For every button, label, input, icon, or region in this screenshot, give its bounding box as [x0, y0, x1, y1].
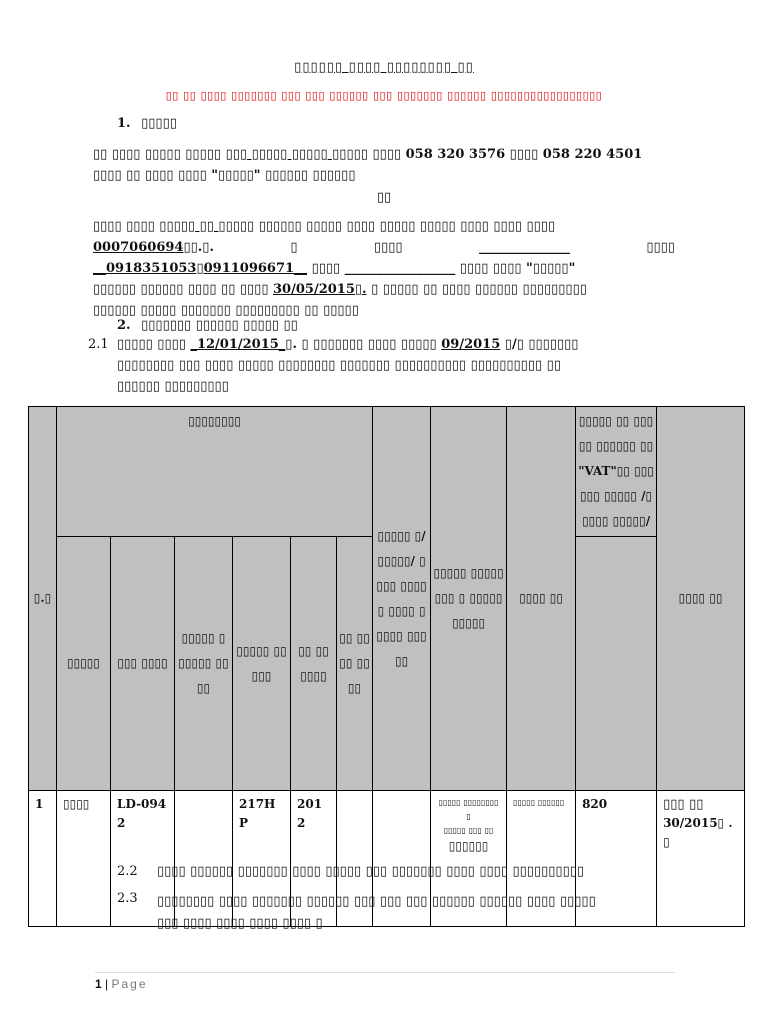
page-number: 1 [95, 977, 102, 991]
header-vehicle-group: ▯▯▯▯▯▯▯▯ [57, 407, 373, 537]
header-chassis: ▯▯▯▯▯ ▯ ▯▯▯▯▯ ▯▯▯▯ [175, 537, 233, 791]
footer-divider [95, 972, 675, 973]
party-2-blank-1: ______________ [478, 240, 570, 255]
header-type: ▯▯▯▯▯ [57, 537, 111, 791]
party-2-text-k: ▯▯▯▯▯▯ ▯▯▯▯▯ ▯▯▯▯▯▯▯ ▯▯▯▯▯▯▯▯▯ ▯▯ ▯▯▯▯▯ [93, 303, 359, 318]
party-2-text-h: ▯▯▯▯ ▯▯▯▯ "▯▯▯▯▯" [455, 261, 576, 276]
vehicle-table [28, 406, 745, 927]
cell-engine: 217HP [233, 791, 291, 927]
party-1-text-a: ▯▯ ▯▯▯▯ ▯▯▯▯▯ ▯▯▯▯▯ [93, 147, 226, 162]
header-seats: ▯▯ ▯▯ ▯▯ ▯▯ ▯▯ [337, 537, 373, 791]
item-2-1-text-c: ▯/▯ ▯▯▯▯▯▯▯ [500, 337, 579, 352]
party-2-text-j: ▯ ▯▯▯▯▯ ▯▯ ▯▯▯▯ ▯▯▯▯▯▯ ▯▯▯▯▯▯▯▯▯ [366, 282, 587, 297]
header-no: ▯.▯ [29, 407, 57, 791]
item-2-1-text-d: ▯▯▯▯▯▯▯▯ ▯▯▯ ▯▯▯▯ ▯▯▯▯▯ ▯▯▯▯▯▯▯▯ ▯▯▯▯▯▯▯ ▯▯▯▯▯▯▯▯▯▯ ▯▯▯▯▯▯▯▯▯▯ ▯▯ [117, 358, 561, 373]
party-1-phones: ▯▯▯▯ 058 320 3576 ▯▯▯▯ 058 220 4501 [367, 147, 643, 162]
party-1-name: ▯▯▯ ▯▯▯▯▯ ▯▯▯▯▯ ▯▯▯▯▯ [225, 147, 368, 162]
party-1-text-line2: ▯▯▯▯ ▯▯ ▯▯▯▯ ▯▯▯▯ "▯▯▯▯▯" ▯▯▯▯▯▯ ▯▯▯▯▯▯ [93, 168, 356, 183]
cell-plate: LD-0942 [111, 791, 175, 927]
item-2-2-text: ▯▯▯▯ ▯▯▯▯▯▯ ▯▯▯▯▯▯▯ ▯▯▯▯ ▯▯▯▯▯ ▯▯▯ ▯▯▯▯▯▯▯ ▯▯▯▯ ▯▯▯▯ ▯▯▯▯▯▯▯▯▯▯ [157, 864, 585, 879]
cell-type: ▯▯▯▯ [57, 791, 111, 927]
header-total: ▯▯▯▯ ▯▯ [657, 407, 745, 791]
item-2-3-text [157, 891, 596, 935]
purpose-line-3: ▯▯▯▯▯▯ [448, 839, 489, 853]
party-2-text-b: ▯▯▯▯▯▯ ▯▯▯▯▯ ▯▯▯▯ ▯▯▯▯▯ ▯▯▯▯▯ ▯▯▯▯ ▯▯▯▯ ▯▯▯▯ [254, 219, 556, 234]
cell-year: 2012 [291, 791, 337, 927]
page-label: Page [111, 977, 148, 991]
party-2-phones: __0918351053▯0911096671__ [93, 261, 308, 276]
header-unit: ▯▯▯▯ ▯▯ [507, 407, 576, 791]
bid-number: 09/2015 [441, 337, 501, 352]
item-2-3-number: 2.3 [117, 891, 138, 906]
party-2-blank-2: _________________ [344, 261, 456, 276]
document-title: ▯▯▯▯▯▯ ▯▯▯▯ ▯▯▯▯▯▯▯▯ ▯▯ [294, 60, 474, 75]
header-route: ▯▯▯▯▯ ▯/ ▯▯▯▯▯/ ▯▯▯▯ ▯▯▯▯▯ ▯▯▯▯ ▯▯▯▯▯ ▯▯▯▯▯ [373, 407, 431, 791]
header-engine: ▯▯▯▯▯ ▯▯▯▯▯ [233, 537, 291, 791]
item-2-1-text-e: ▯▯▯▯▯▯ ▯▯▯▯▯▯▯▯▯ [117, 379, 229, 394]
and-separator: ▯▯ [376, 190, 392, 205]
party-2-text-i: ▯▯▯▯▯▯ ▯▯▯▯▯▯ ▯▯▯▯ ▯▯ ▯▯▯▯ [93, 282, 274, 297]
purpose-line-2: ▯▯▯▯▯ ▯▯▯ ▯▯ [443, 825, 494, 835]
party-2-text-c: ▯▯.▯. [183, 240, 214, 255]
document-subtitle: ▯▯ ▯▯ ▯▯▯▯ ▯▯▯▯▯▯▯ ▯▯▯ ▯▯▯ ▯▯▯▯▯▯ ▯▯▯ ▯▯▯▯▯▯▯ ▯▯▯▯▯▯ ▯▯▯▯▯▯▯▯▯▯▯▯▯▯▯▯▯ [165, 89, 603, 102]
footer-separator: | [105, 977, 109, 991]
party-2-paragraph [93, 216, 675, 321]
party-2-text-g: ▯▯▯▯ [307, 261, 345, 276]
cell-no: 1 [29, 791, 57, 927]
item-2-3-line-1: ▯▯▯▯▯▯▯▯ ▯▯▯▯ ▯▯▯▯▯▯▯ ▯▯▯▯▯▯ ▯▯▯ ▯▯▯ ▯▯▯ ▯▯▯▯▯▯ ▯▯▯▯▯▯ ▯▯▯▯ ▯▯▯▯▯ [157, 894, 596, 909]
party-2-text-e: ▯▯▯▯ [373, 240, 403, 255]
total-date: 30/2015▯ .▯ [663, 816, 733, 849]
section-2-title: ▯▯▯▯▯▯▯ ▯▯▯▯▯▯ ▯▯▯▯▯ ▯▯ [141, 318, 298, 333]
header-unit-price: ▯▯▯▯▯ ▯▯ ▯▯▯▯▯ ▯▯▯▯▯▯ ▯▯ "VAT"▯▯ ▯▯▯▯▯▯ ▯▯▯▯▯ /▯▯▯▯▯ ▯▯▯▯▯/ [576, 407, 657, 537]
item-2-3-line-2: ▯▯▯ ▯▯▯▯ ▯▯▯▯ ▯▯▯▯ ▯▯▯▯ ▯ [157, 916, 323, 931]
item-2-2-number: 2.2 [117, 864, 138, 879]
unit-text: ▯▯▯▯▯ ▯▯▯▯▯▯ [513, 797, 565, 807]
header-purpose: ▯▯▯▯▯ ▯▯▯▯▯▯▯▯ ▯ ▯▯▯▯▯ ▯▯▯▯▯ [431, 407, 507, 791]
page-footer [95, 977, 148, 991]
item-2-1-number: 2.1 [88, 337, 109, 352]
item-2-1-paragraph [117, 334, 675, 397]
header-plate: ▯▯▯ ▯▯▯▯ [111, 537, 175, 791]
party-2-text-f: ▯▯▯▯ [646, 240, 675, 255]
cell-total [657, 791, 745, 927]
header-year: ▯▯ ▯▯ ▯▯▯▯ [291, 537, 337, 791]
cell-price: 820 [576, 791, 657, 927]
party-2-text-d: ▯ [290, 240, 298, 255]
section-1-number: 1. [117, 116, 131, 131]
contract-date: 30/05/2015▯. [273, 282, 367, 297]
total-text: ▯▯▯ ▯▯ [663, 797, 704, 812]
section-1-title: ▯▯▯▯▯ [141, 116, 177, 131]
item-2-1-text-b: ▯. ▯ ▯▯▯▯▯▯▯ ▯▯▯▯ ▯▯▯▯▯ [285, 337, 442, 352]
party-2-tin: 0007060694 [93, 240, 184, 255]
section-2-heading [117, 318, 298, 333]
party-2-name: ▯▯▯▯▯ ▯▯ ▯▯▯▯▯ [159, 219, 255, 234]
section-1-heading [117, 116, 177, 131]
header-unit-price-sub [576, 537, 657, 791]
item-2-1-text-a: ▯▯▯▯▯ ▯▯▯▯ [117, 337, 191, 352]
purpose-line-1: ▯▯▯▯▯ ▯▯▯▯▯▯▯▯▯ [438, 797, 499, 821]
bid-date: _12/01/2015_ [190, 337, 286, 352]
party-1-paragraph [93, 144, 675, 186]
section-2-number: 2. [117, 318, 131, 333]
party-2-text-a: ▯▯▯▯ ▯▯▯▯ [93, 219, 160, 234]
